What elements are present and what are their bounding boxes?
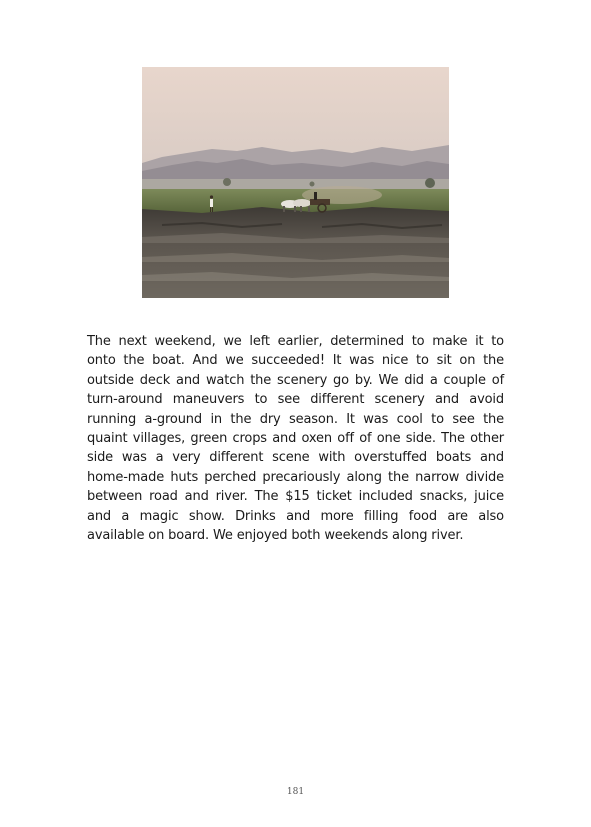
paragraph-line: home-made huts perched precariously along the narrow divide	[87, 469, 504, 485]
paragraph-line: The next weekend, we left earlier, determined to make it to	[87, 334, 504, 349]
tree	[310, 182, 315, 187]
paragraph-line: onto the boat. And we succeeded! It was nice to sit on the	[87, 353, 504, 369]
paragraph-line: turn-around maneuvers to see different scenery and avoid	[87, 392, 504, 408]
paragraph-line: between road and river. The $15 ticket included snacks, juice	[87, 489, 504, 505]
river-landscape-photo	[142, 67, 449, 298]
paragraph-line: outside deck and watch the scenery go by. We did a couple of	[87, 372, 504, 388]
tree	[223, 178, 231, 186]
paragraph-line: available on board. We enjoyed both weekends along river.	[87, 528, 464, 544]
paragraph-line: quaint villages, green crops and oxen off of one side. The other	[87, 431, 504, 447]
paragraph-line: running a-ground in the dry season. It was cool to see the	[87, 411, 504, 427]
paragraph-line: and a magic show. Drinks and more filling food are also	[87, 508, 504, 524]
body-paragraph	[87, 332, 504, 545]
tree	[425, 178, 435, 188]
paragraph-line: side was a very different scene with overstuffed boats and	[87, 450, 504, 466]
page-number: 181	[286, 787, 305, 797]
river-bank	[142, 207, 449, 298]
